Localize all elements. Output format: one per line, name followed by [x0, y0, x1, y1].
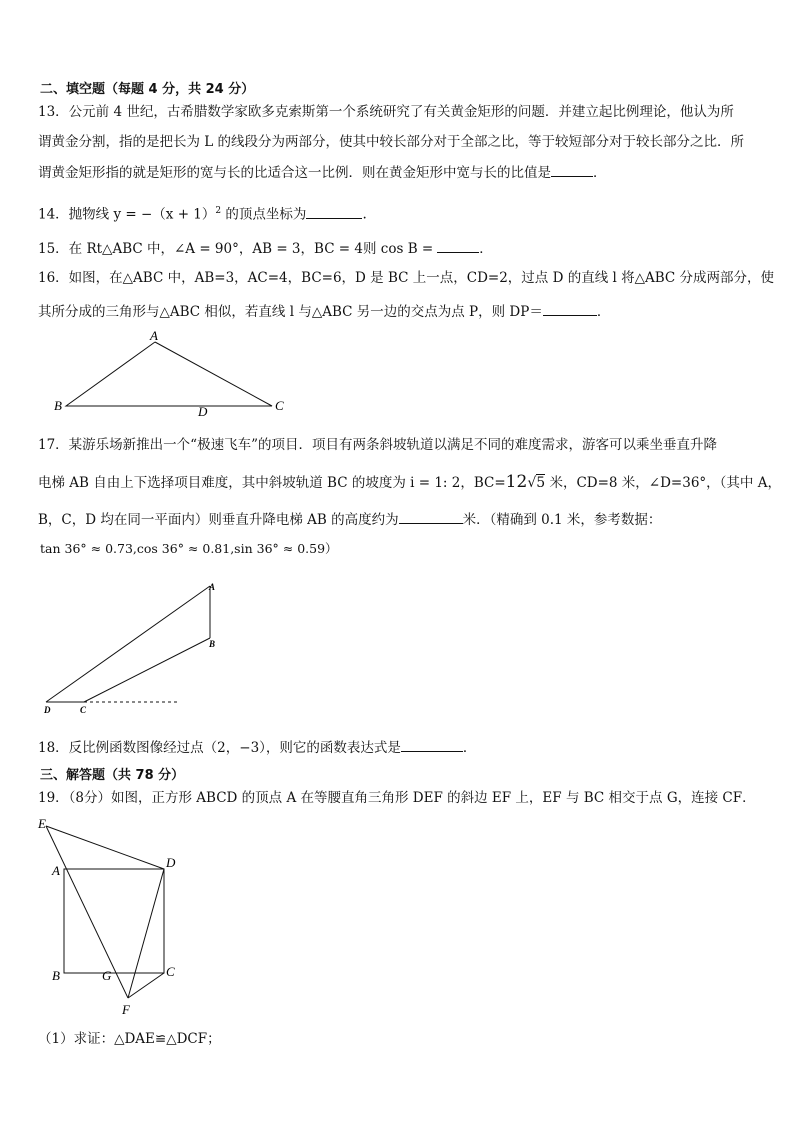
q19-square-figure	[34, 814, 194, 1020]
q13-end: ．	[593, 165, 607, 181]
q16-line-1: 16．如图，在△ABC 中，AB=3，AC=4，BC=6，D 是 BC 上一点，CD=2，过点 D 的直线 l 将△ABC 分成两部分，使	[38, 270, 775, 286]
label-b: B	[54, 398, 62, 413]
q19-subquestion-1: （1）求证：△DAE≌△DCF；	[38, 1031, 221, 1047]
label-g: G	[102, 968, 112, 983]
label-a: A	[52, 863, 60, 878]
slope-bc	[84, 638, 210, 702]
question-14	[38, 201, 367, 225]
answer-blank[interactable]	[401, 737, 463, 752]
label-a: A	[150, 328, 158, 343]
q18-end: ．	[462, 740, 477, 756]
q14-text-post: 的顶点坐标为	[221, 206, 307, 223]
q18-text: 18．反比例函数图像经过点（2，−3），则它的函数表达式是	[38, 740, 401, 756]
question-15	[38, 238, 493, 259]
question-19: 19．（8分）如图，正方形 ABCD 的顶点 A 在等腰直角三角形 DEF 的斜边 EF 上，EF 与 BC 相交于点 G，连接 CF．	[38, 790, 756, 806]
segment-df	[128, 869, 164, 998]
q16-end: ．	[596, 304, 611, 320]
q15-end: ．	[479, 241, 493, 257]
label-c: C	[166, 964, 175, 979]
q16-line-2: 其所分成的三角形与△ABC 相似，若直线 l 与△ABC 另一边的交点为点 P，则 DP＝	[38, 304, 543, 320]
q17-track-figure	[36, 576, 236, 720]
q14-end: .	[362, 206, 367, 223]
line-da	[46, 586, 210, 702]
label-b: B	[209, 639, 216, 649]
answer-blank[interactable]	[306, 204, 362, 219]
q13-line-2: 谓黄金分割，指的是把长为 L 的线段分为两部分，使其中较长部分对于全部之比，等于较短部分对于较长部分之比．所	[38, 134, 745, 150]
q17-line-3-end: 米．（精确到 0.1 米，参考数据：	[462, 512, 662, 528]
section-title-fill-in: 二、填空题（每题 4 分，共 24 分）	[40, 82, 255, 97]
q17-radicand: 5	[536, 475, 546, 491]
section-title-solve: 三、解答题（共 78 分）	[40, 768, 185, 783]
answer-blank[interactable]	[543, 301, 597, 316]
q15-text: 15．在 Rt△ABC 中，∠A = 90°，AB = 3，BC = 4则 cos B =	[38, 241, 434, 257]
q17-coefficient: 12	[505, 472, 528, 492]
q17-line-2-rest: 米，CD=8 米，∠D=36°，（其中 A，	[545, 475, 781, 491]
triangle-abc	[66, 342, 272, 406]
answer-blank[interactable]	[437, 238, 479, 253]
label-e: E	[38, 816, 46, 831]
q17-line-2: 电梯 AB 自由上下选择项目难度，其中斜坡轨道 BC 的坡度为 i = 1: 2，BC=	[38, 475, 506, 491]
q14-text: 14．抛物线 y = −（x + 1）	[38, 206, 216, 223]
q13-line-3: 谓黄金矩形指的就是矩形的宽与长的比适合这一比例．则在黄金矩形中宽与长的比值是	[38, 165, 551, 181]
label-c: C	[80, 705, 87, 715]
label-b: B	[52, 968, 60, 983]
segment-cf	[128, 973, 164, 998]
q17-line-3: B，C，D 均在同一平面内）则垂直升降电梯 AB 的高度约为	[38, 512, 399, 528]
label-c: C	[275, 398, 284, 413]
q16-triangle-figure	[50, 328, 300, 420]
label-d: D	[44, 705, 51, 715]
q17-line-1: 17．某游乐场新推出一个“极速飞车”的项目．项目有两条斜坡轨道以满足不同的难度需求，游客可以乘坐垂直升降	[38, 437, 717, 453]
q17-reference-data: tan 36° ≈ 0.73,cos 36° ≈ 0.81,sin 36° ≈ 0.59）	[40, 541, 338, 556]
label-d: D	[198, 404, 208, 419]
q13-line-1: 13．公元前 4 世纪，古希腊数学家欧多克索斯第一个系统研究了有关黄金矩形的问题．并建立起比例理论，他认为所	[38, 104, 734, 120]
label-f: F	[122, 1002, 130, 1017]
answer-blank[interactable]	[399, 509, 463, 524]
label-d: D	[166, 855, 176, 870]
answer-blank[interactable]	[551, 162, 593, 177]
label-a: A	[209, 582, 216, 592]
question-18	[38, 737, 476, 758]
q14-exponent: 2	[215, 206, 222, 216]
